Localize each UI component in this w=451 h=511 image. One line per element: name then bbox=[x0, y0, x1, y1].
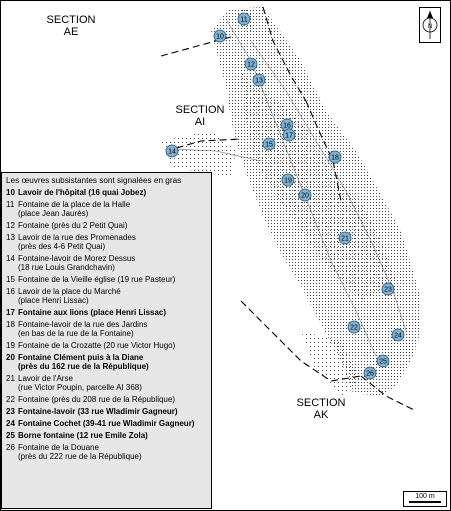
marker-23 bbox=[382, 283, 394, 295]
legend-entry-number: 12 bbox=[6, 221, 15, 230]
marker-22 bbox=[348, 321, 360, 333]
scale-label: 100 m bbox=[415, 493, 435, 500]
legend-entry-12 bbox=[6, 221, 208, 230]
marker-11 bbox=[238, 13, 250, 25]
legend-entry-text bbox=[18, 254, 208, 272]
marker-number: 19 bbox=[284, 177, 292, 185]
legend-entry-15 bbox=[6, 275, 208, 284]
marker-25 bbox=[377, 355, 389, 367]
north-arrow-icon bbox=[420, 8, 440, 42]
legend-entry-number: 21 bbox=[6, 374, 15, 383]
marker-number: 18 bbox=[331, 154, 339, 162]
marker-number: 25 bbox=[379, 358, 387, 366]
legend-entry-line: Fontaine Cochet (39-41 rue Wladimir Gagneur) bbox=[18, 419, 195, 428]
marker-number: 20 bbox=[301, 192, 309, 200]
north-label: N bbox=[427, 24, 433, 30]
marker-17 bbox=[283, 129, 295, 141]
legend-entry-number: 13 bbox=[6, 233, 15, 242]
legend-entry-number: 18 bbox=[6, 320, 15, 329]
legend-entry-11 bbox=[6, 200, 208, 218]
legend-entry-line: (rue Victor Poupin, parcelle AI 368) bbox=[18, 383, 142, 392]
section-label-code: AI bbox=[194, 116, 206, 128]
legend-entry-line: (près du 162 rue de la République) bbox=[18, 362, 149, 371]
section-label-ai bbox=[174, 104, 226, 128]
legend-panel bbox=[1, 172, 212, 509]
legend-entry-25 bbox=[6, 431, 208, 440]
marker-26 bbox=[364, 367, 376, 379]
legend-entry-line: (place Jean Jaurès) bbox=[18, 209, 89, 218]
legend-entry-text bbox=[18, 341, 208, 350]
marker-10 bbox=[214, 30, 226, 42]
legend-entry-number: 14 bbox=[6, 254, 15, 263]
legend-entry-text bbox=[18, 221, 208, 230]
legend-entry-26 bbox=[6, 443, 208, 461]
marker-15 bbox=[263, 138, 275, 150]
marker-number: 17 bbox=[285, 132, 293, 140]
legend-entry-14 bbox=[6, 254, 208, 272]
legend-entry-text bbox=[18, 419, 208, 428]
section-label-line: SECTION bbox=[175, 104, 225, 116]
legend-entry-13 bbox=[6, 233, 208, 251]
legend-entry-number: 22 bbox=[6, 395, 15, 404]
marker-number: 16 bbox=[283, 122, 291, 130]
legend-entry-16 bbox=[6, 287, 208, 305]
legend-entry-line: (près du 222 rue de la République) bbox=[18, 452, 142, 461]
legend-entry-line: (place Henri Lissac) bbox=[18, 296, 89, 305]
legend-entry-number: 15 bbox=[6, 275, 15, 284]
legend-entry-23 bbox=[6, 407, 208, 416]
legend-entry-number: 24 bbox=[6, 419, 15, 428]
marker-number: 26 bbox=[366, 370, 374, 378]
legend-entry-line: (en bas de la rue de la Fontaine) bbox=[18, 329, 134, 338]
section-label-ae bbox=[45, 14, 97, 38]
legend-entry-text bbox=[18, 320, 208, 338]
legend-entry-line: Borne fontaine (12 rue Emile Zola) bbox=[18, 431, 148, 440]
section-label-code: AE bbox=[63, 26, 79, 38]
legend-entry-24 bbox=[6, 419, 208, 428]
legend-entry-line: Fontaine de la place de la Halle bbox=[18, 200, 131, 209]
legend-entry-text bbox=[18, 395, 208, 404]
legend-entry-number: 17 bbox=[6, 308, 15, 317]
marker-number: 23 bbox=[384, 286, 392, 294]
marker-18 bbox=[329, 151, 341, 163]
section-label-line: SECTION bbox=[296, 397, 346, 409]
marker-12 bbox=[245, 58, 257, 70]
scale-line bbox=[409, 501, 441, 503]
legend-entry-text bbox=[18, 287, 208, 305]
legend-entry-text bbox=[18, 353, 208, 371]
marker-20 bbox=[299, 189, 311, 201]
section-label-code: AK bbox=[313, 409, 329, 421]
legend-entry-line: Fontaine-lavoir de Morez Dessus bbox=[18, 254, 136, 263]
marker-14 bbox=[166, 145, 178, 157]
marker-13 bbox=[253, 74, 265, 86]
legend-entry-text bbox=[18, 200, 208, 218]
legend-entry-text bbox=[18, 188, 208, 197]
marker-number: 12 bbox=[247, 61, 255, 69]
legend-entry-line: Fontaine de la Vieille église (19 rue Pasteur) bbox=[18, 275, 176, 284]
legend-entry-line: Fontaine (près du 208 rue de la République) bbox=[18, 395, 175, 404]
legend-entry-line: Fontaine de la Crozatte (20 rue Victor Hugo) bbox=[18, 341, 176, 350]
scale-bar bbox=[403, 491, 447, 507]
legend-entry-18 bbox=[6, 320, 208, 338]
legend-entry-text bbox=[18, 431, 208, 440]
legend-entry-text bbox=[18, 275, 208, 284]
legend-entry-number: 26 bbox=[6, 443, 15, 452]
legend-entry-22 bbox=[6, 395, 208, 404]
marker-24 bbox=[392, 329, 404, 341]
marker-number: 13 bbox=[255, 77, 263, 85]
marker-number: 14 bbox=[168, 148, 176, 156]
legend-entry-line: Lavoir de la place du Marché bbox=[18, 287, 121, 296]
legend-entry-text bbox=[18, 233, 208, 251]
legend-entry-line: Fontaine Clément puis à la Diane bbox=[18, 353, 144, 362]
legend-entry-19 bbox=[6, 341, 208, 350]
legend-entries bbox=[6, 188, 208, 461]
legend-entry-20 bbox=[6, 353, 208, 371]
marker-number: 22 bbox=[350, 324, 358, 332]
marker-number: 10 bbox=[216, 33, 224, 41]
legend-entry-number: 16 bbox=[6, 287, 15, 296]
legend-entry-21 bbox=[6, 374, 208, 392]
legend-entry-line: Fontaine (près du 2 Petit Quai) bbox=[18, 221, 128, 230]
north-arrow bbox=[419, 7, 441, 43]
section-label-ak bbox=[295, 397, 347, 421]
legend-entry-line: Fontaine de la Douane bbox=[18, 443, 99, 452]
legend-entry-number: 25 bbox=[6, 431, 15, 440]
legend-entry-number: 11 bbox=[6, 200, 15, 209]
legend-entry-number: 19 bbox=[6, 341, 15, 350]
legend-entry-text bbox=[18, 374, 208, 392]
legend-entry-number: 23 bbox=[6, 407, 15, 416]
marker-21 bbox=[339, 232, 351, 244]
legend-header: Les œuvres subsistantes sont signalées en gras bbox=[6, 176, 182, 185]
marker-19 bbox=[282, 174, 294, 186]
legend-entry-line: (18 rue Louis Grandchavin) bbox=[18, 263, 115, 272]
legend-entry-10 bbox=[6, 188, 208, 197]
legend-entry-text bbox=[18, 407, 208, 416]
section-label-line: SECTION bbox=[46, 14, 96, 26]
legend-entry-line: Fontaine-lavoir de la rue des Jardins bbox=[18, 320, 148, 329]
legend-entry-line: Lavoir de l'Arse bbox=[18, 374, 73, 383]
legend-entry-text bbox=[18, 308, 208, 317]
legend-entry-number: 20 bbox=[6, 353, 15, 362]
legend-entry-17 bbox=[6, 308, 208, 317]
legend-entry-line: Fontaine aux lions (place Henri Lissac) bbox=[18, 308, 167, 317]
marker-number: 21 bbox=[341, 235, 349, 243]
legend-entry-number: 10 bbox=[6, 188, 15, 197]
legend-entry-line: Lavoir de la rue des Promenades bbox=[18, 233, 136, 242]
marker-number: 11 bbox=[240, 16, 248, 24]
marker-number: 15 bbox=[265, 141, 273, 149]
legend-entry-text bbox=[18, 443, 208, 461]
marker-number: 24 bbox=[394, 332, 402, 340]
legend-entry-line: Fontaine-lavoir (33 rue Wladimir Gagneur) bbox=[18, 407, 178, 416]
legend-entry-line: Lavoir de l'hôpital (16 quai Jobez) bbox=[18, 188, 147, 197]
legend-entry-line: (près des 4-6 Petit Quai) bbox=[18, 242, 106, 251]
